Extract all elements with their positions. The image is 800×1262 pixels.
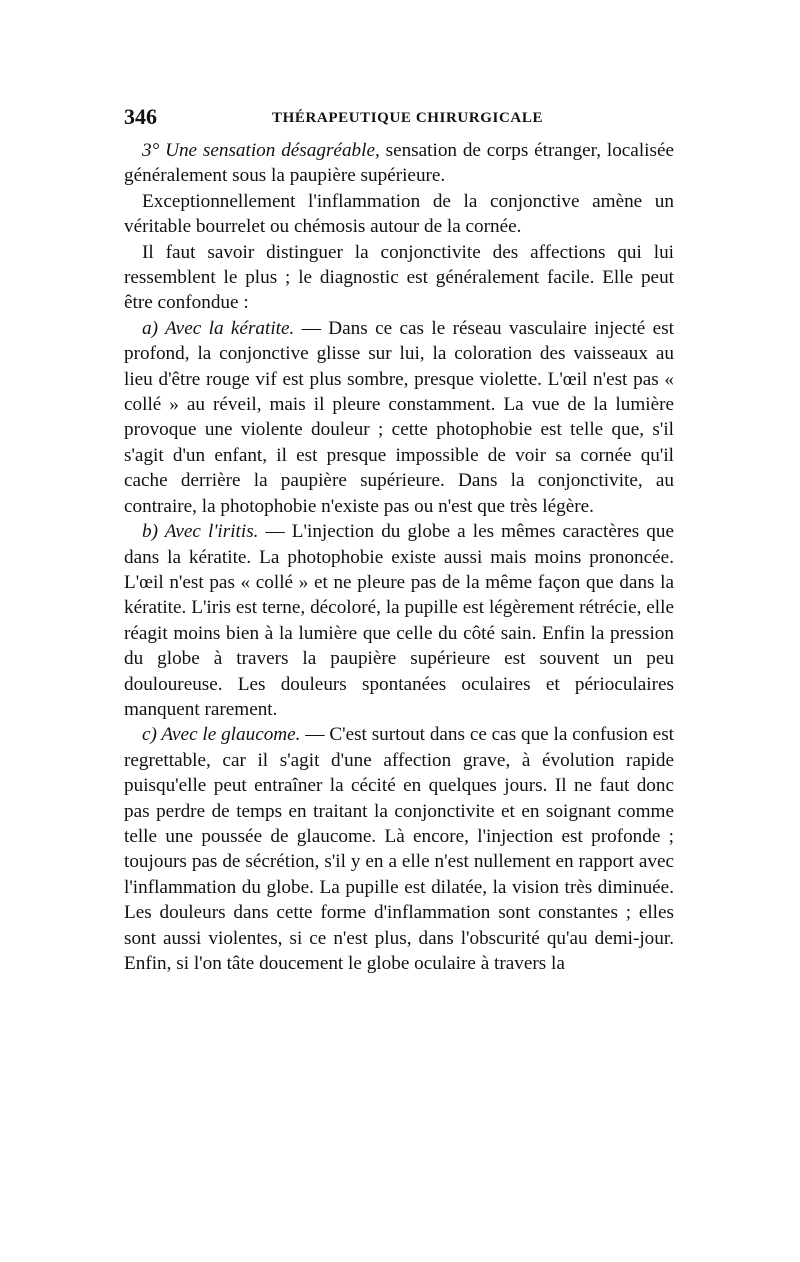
paragraph-lead: a) Avec la kératite.	[142, 317, 295, 339]
paragraph-lead: b) Avec l'iritis.	[142, 521, 259, 543]
paragraph-text: sensation de corps étranger, localisée généralement sous la paupière supérieure.	[124, 140, 674, 187]
paragraph	[124, 722, 674, 976]
paragraph-lead: 3° Une sensation désagréable,	[142, 140, 380, 161]
paragraph	[124, 316, 674, 519]
page-number: 346	[124, 104, 157, 129]
paragraph	[124, 519, 674, 722]
paragraph	[124, 138, 674, 189]
paragraph-lead: c) Avec le glaucome.	[142, 724, 301, 746]
book-page	[124, 104, 674, 976]
paragraph-text: — C'est surtout dans ce cas que la confusion est regrettable, car il s'agit d'une affection grave, à évolution rapide puisqu'elle peut entraîner la cécité en quelques jours. Il ne faut donc pas perdre de temps en traitant la conjonctivite et en soignant comme telle une poussée de glaucome. Là encore, l'injection est profonde ; toujours pas de sécrétion, s'il y en a elle n'est nullement en rapport avec l'inflammation du globe. La pupille est dilatée, la vision très diminuée. Les douleurs dans cette forme d'inflammation sont constantes ; elles sont aussi violentes, si ce n'est plus, dans l'obscurité qu'au demi-jour. Enfin, si l'on tâte doucement le globe oculaire à travers la	[124, 724, 674, 974]
paragraph-text: — Dans ce cas le réseau vasculaire injecté est profond, la conjonctive glisse sur lui, la coloration des vaisseaux au lieu d'être rouge vif est plus sombre, presque violette. L'œil n'est pas « collé » au réveil, mais il pleure constamment. La vue de la lumière provoque une violente douleur ; cette photophobie est telle que, s'il s'agit d'un enfant, il est presque impossible de voir sa cornée qu'il cache derrière la paupière supérieure. Dans la conjonctivite, au contraire, la photophobie n'existe pas ou n'est que très légère.	[124, 317, 674, 517]
body-text	[124, 138, 674, 976]
paragraph	[124, 189, 674, 240]
paragraph-text: Exceptionnellement l'inflammation de la conjonctive amène un véritable bourrelet ou chémosis autour de la cornée.	[124, 190, 674, 238]
paragraph-text: — L'injection du globe a les mêmes caractères que dans la kératite. La photophobie existe aussi mais moins prononcée. L'œil n'est pas « collé » et ne pleure pas de la même façon que dans la kératite. L'iris est terne, décoloré, la pupille est légèrement rétrécie, elle réagit moins bien à la lumière que celle du côté sain. Enfin la pression du globe à travers la paupière supérieure est souvent un peu douloureuse. Les douleurs spontanées oculaires et périoculaires manquent rarement.	[124, 521, 674, 720]
paragraph	[124, 240, 674, 316]
running-head: THÉRAPEUTIQUE CHIRURGICALE	[272, 110, 544, 126]
paragraph-text: Il faut savoir distinguer la conjonctivite des affections qui lui ressemblent le plus ; le diagnostic est généralement facile. Elle peut être confondue :	[124, 241, 674, 314]
page-header	[124, 104, 674, 136]
